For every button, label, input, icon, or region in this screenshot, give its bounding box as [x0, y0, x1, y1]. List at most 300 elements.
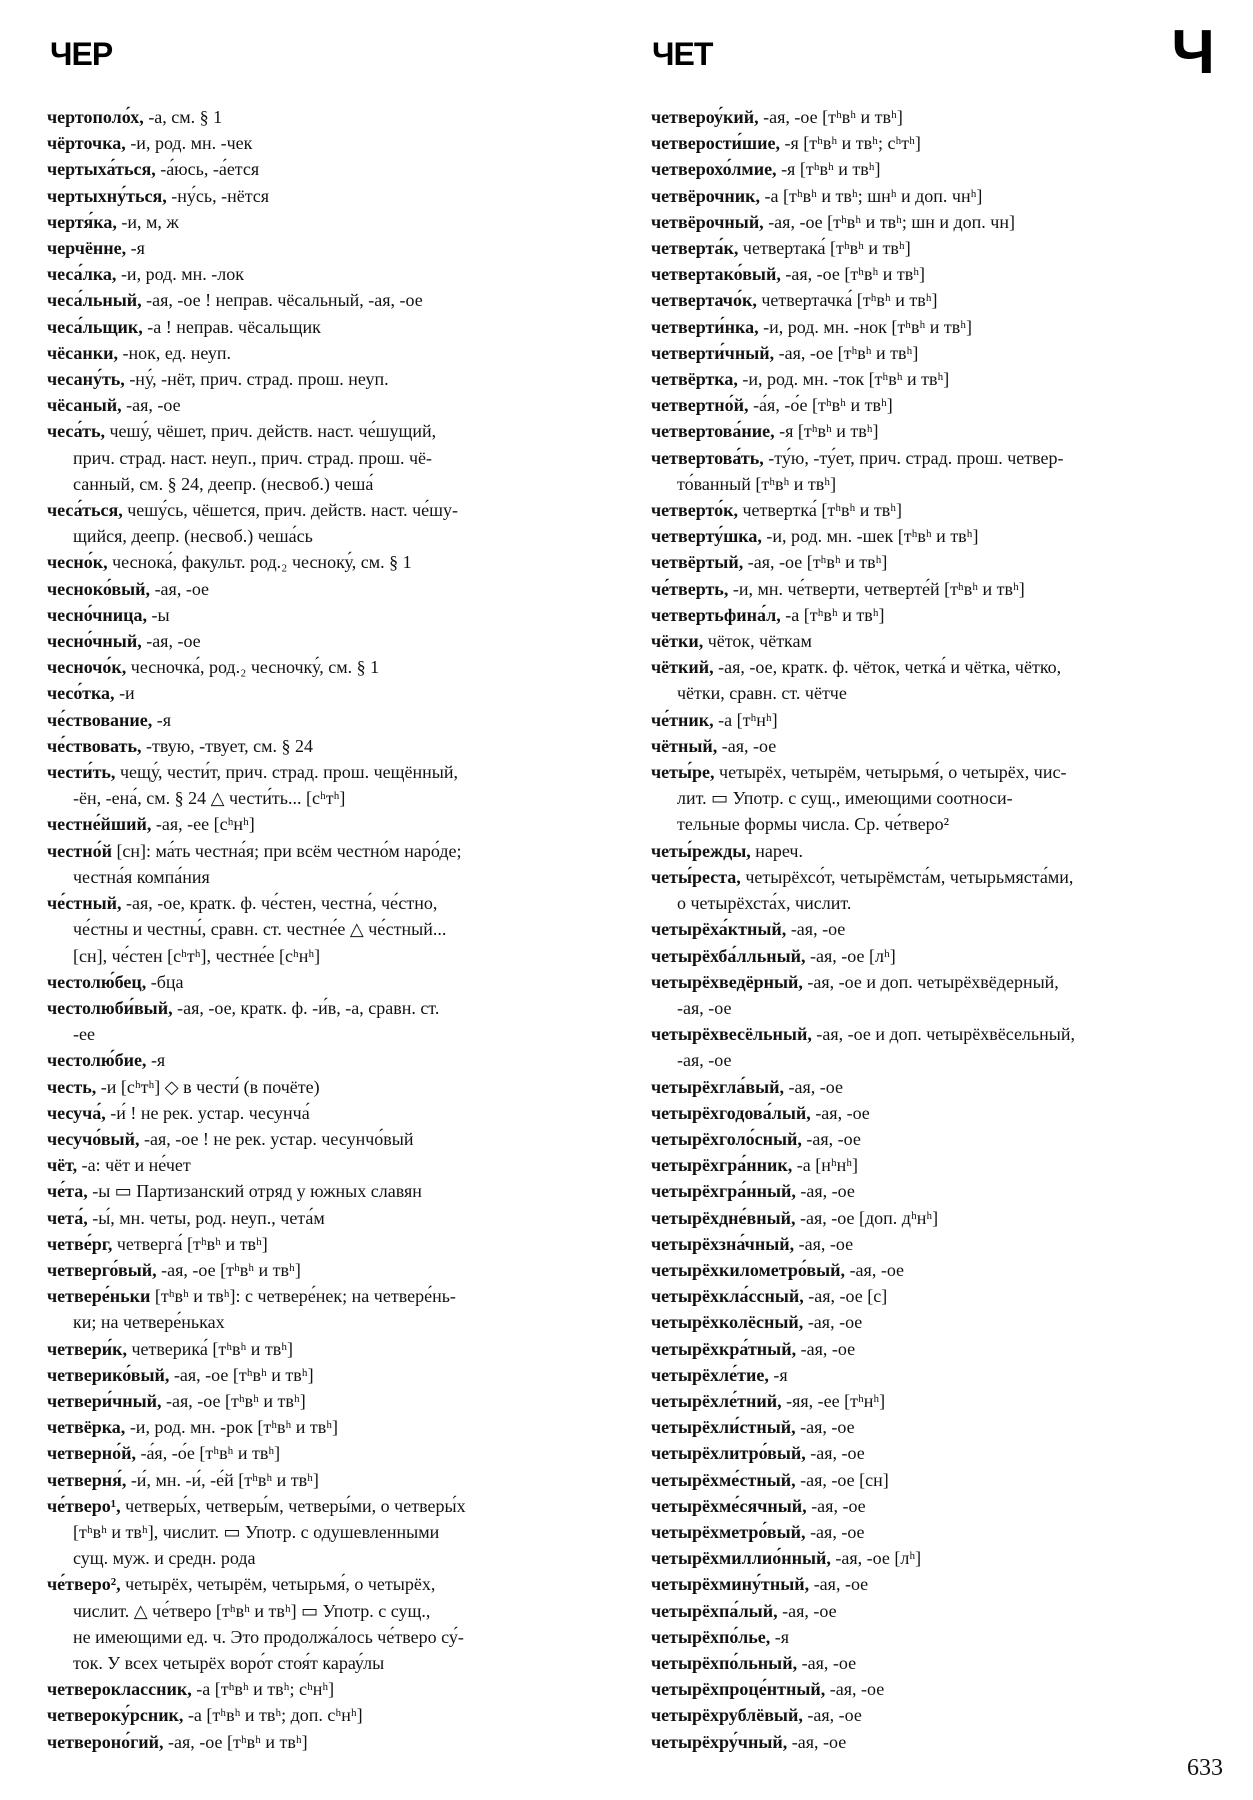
entry-text: честна́я компа́ния: [73, 866, 210, 887]
entry-headword: четвероно́гий,: [47, 1731, 164, 1752]
entry-text: не имеющими ед. ч. Это продолжа́лось че́тверо су́-: [73, 1626, 464, 1647]
dictionary-entry: [47, 1388, 607, 1414]
entry-text: чещу́, чести́т, прич. страд. прош. чещённый,: [115, 762, 458, 783]
entry-headword: честолю́бие,: [47, 1050, 147, 1071]
entry-text: -я [тʰвʰ и твʰ]: [776, 159, 881, 180]
entry-headword: четверико́вый,: [47, 1364, 170, 1385]
dictionary-entry: [47, 916, 607, 942]
dictionary-entry: [47, 1729, 607, 1755]
right-column: [651, 104, 1211, 1755]
dictionary-entry: [47, 235, 607, 261]
dictionary-entry: [47, 287, 607, 313]
entry-headword: четырёхметро́вый,: [651, 1521, 806, 1542]
entry-text: че́стны и честны́, сравн. ст. честне́е △ че́стный...: [73, 919, 447, 940]
entry-headword: четверту́шка,: [651, 526, 762, 547]
entry-text: числит. △ че́тверо [тʰвʰ и твʰ] ▭ Употр. с сущ.,: [73, 1600, 431, 1621]
entry-headword: чертыха́ться,: [47, 159, 156, 180]
entry-text: -я: [770, 1626, 790, 1647]
entry-text: -а [тʰвʰ и твʰ]: [780, 604, 885, 625]
dictionary-entry: [651, 785, 1211, 811]
dictionary-entry: [47, 1545, 607, 1571]
entry-headword: четырёхпо́льный,: [651, 1652, 798, 1673]
dictionary-entry: [47, 1021, 607, 1047]
entry-text: -и, род. мн. -чек: [125, 133, 253, 154]
entry-headword: чёсанки,: [47, 342, 118, 363]
entry-headword: четырёхгра́нный,: [651, 1181, 796, 1202]
entry-headword: четырёхгодова́лый,: [651, 1102, 811, 1123]
entry-text: -ая, -ое [доп. дʰнʰ]: [795, 1207, 939, 1228]
dictionary-entry: [47, 733, 607, 759]
dictionary-entry: [47, 1152, 607, 1178]
entry-text: -а: чёт и не́чет: [77, 1155, 191, 1176]
dictionary-entry: [47, 418, 607, 444]
entry-text: -ая, -ое: [794, 1233, 854, 1254]
entry-text: -ая, -ое: [784, 1076, 844, 1097]
entry-headword: чеса́льный,: [47, 290, 142, 311]
entry-text: -ая, -ое [тʰвʰ и твʰ]: [156, 1259, 301, 1280]
entry-text: ки; на четвере́ньках: [73, 1312, 225, 1333]
entry-text: -и: [114, 683, 135, 704]
entry-text: -ая, -ое и доп. четырёхвёдерный,: [802, 971, 1059, 992]
entry-headword: четырёхпа́лый,: [651, 1600, 778, 1621]
entry-headword: четвероклассник,: [47, 1679, 192, 1700]
dictionary-entry: [47, 1178, 607, 1204]
dictionary-entry: [47, 392, 607, 418]
entry-headword: че́тверть,: [651, 578, 729, 599]
dictionary-entry: [651, 366, 1211, 392]
entry-headword: чесучо́вый,: [47, 1128, 140, 1149]
dictionary-entry: [651, 1414, 1211, 1440]
dictionary-entry: [47, 890, 607, 916]
entry-text: четверы́х, четверы́м, четверы́ми, о четверы́х: [120, 1495, 466, 1516]
entry-text: -ну́сь, -нётся: [166, 185, 270, 206]
dictionary-entry: [47, 1414, 607, 1440]
dictionary-entry: [47, 1676, 607, 1702]
entry-text: о четырёхста́х, числит.: [677, 893, 852, 914]
entry-text: -и, род. мн. -нок [тʰвʰ и твʰ]: [758, 316, 973, 337]
dictionary-entry: [651, 811, 1211, 837]
dictionary-entry: [651, 1650, 1211, 1676]
entry-text: -и [сʰтʰ] ◇ в чести́ (в почёте): [96, 1076, 320, 1097]
dictionary-entry: [651, 1729, 1211, 1755]
dictionary-entry: [47, 104, 607, 130]
entry-headword: четырёхпо́лье,: [651, 1626, 771, 1647]
entry-headword: четырёхру́чный,: [651, 1731, 788, 1752]
entry-text: [сн], че́стен [сʰтʰ], честне́е [сʰнʰ]: [73, 945, 321, 966]
entry-headword: четырёхба́лльный,: [651, 945, 806, 966]
entry-headword: чеса́ться,: [47, 500, 123, 521]
entry-headword: четырёхли́стный,: [651, 1417, 796, 1438]
entry-text: -ая, -ое [тʰвʰ и твʰ]: [743, 552, 888, 573]
entry-text: четверга́ [тʰвʰ и твʰ]: [112, 1233, 268, 1254]
entry-headword: четвертова́ть,: [651, 447, 764, 468]
entry-text: четырёхсо́т, четырёмста́м, четырьмяста́ми,: [740, 866, 1074, 887]
entry-headword: чёрточка,: [47, 133, 126, 154]
entry-text: -ая, -ое [тʰвʰ и твʰ]: [780, 264, 926, 285]
dictionary-entry: [47, 1624, 607, 1650]
entry-text: четверика́ [тʰвʰ и твʰ]: [126, 1338, 294, 1359]
entry-headword: четвертьфина́л,: [651, 604, 781, 625]
entry-headword: четырёха́ктный,: [651, 919, 787, 940]
entry-text: -ая, -ое: [805, 1443, 865, 1464]
entry-headword: честолю́бец,: [47, 971, 147, 992]
entry-headword: четвёрка,: [47, 1417, 126, 1438]
entry-text: [тʰвʰ и твʰ]: с четвере́нек; на четвере́нь-: [150, 1286, 456, 1307]
dictionary-entry: [651, 680, 1211, 706]
dictionary-entry: [47, 314, 607, 340]
entry-text: -ая, -ое, кратк. ф. -и́в, -а, сравн. ст.: [172, 997, 440, 1018]
entry-text: четырёх, четырём, четырьмя́, о четырёх, чис-: [714, 762, 1067, 783]
entry-text: -я: [146, 1050, 166, 1071]
entry-headword: честно́й: [47, 840, 112, 861]
dictionary-entry: [651, 1676, 1211, 1702]
entry-text: -ая, -ое: [677, 1050, 732, 1071]
entry-headword: четвере́ньки: [47, 1286, 151, 1307]
entry-text: -ая, -ее [сʰнʰ]: [151, 814, 255, 835]
dictionary-entry: [651, 104, 1211, 130]
dictionary-entry: [651, 418, 1211, 444]
entry-headword: четверти́чный,: [651, 342, 775, 363]
entry-text: -ая, -ое: [796, 1338, 856, 1359]
entry-headword: чеса́ть,: [47, 421, 105, 442]
entry-text: -я [тʰвʰ и твʰ; сʰтʰ]: [779, 133, 921, 154]
dictionary-entry: [47, 1100, 607, 1126]
entry-text: -ая, -ое, кратк. ф. чёток, четка́ и чётка, чётко,: [713, 657, 1062, 678]
entry-headword: четырёхведёрный,: [651, 971, 803, 992]
dictionary-entry: [651, 733, 1211, 759]
entry-text: -ту́ю, -ту́ет, прич. страд. прош. четвер-: [763, 447, 1064, 468]
dictionary-entry: [651, 1100, 1211, 1126]
entry-headword: четверти́нка,: [651, 316, 759, 337]
entry-headword: чёсаный,: [47, 395, 122, 416]
dictionary-entry: [651, 890, 1211, 916]
dictionary-entry: [47, 1047, 607, 1073]
dictionary-entry: [47, 209, 607, 235]
dictionary-entry: [651, 156, 1211, 182]
entry-headword: четверго́вый,: [47, 1259, 157, 1280]
dictionary-entry: [47, 969, 607, 995]
entry-text: чёток, чёткам: [703, 631, 812, 652]
dictionary-entry: [47, 1493, 607, 1519]
entry-headword: четырёхголо́сный,: [651, 1128, 802, 1149]
entry-headword: чётки,: [651, 631, 704, 652]
entry-text: -и, мн. че́тверти, четверте́й [тʰвʰ и твʰ]: [728, 578, 1025, 599]
entry-headword: четырёхлитро́вый,: [651, 1443, 806, 1464]
dictionary-entry: [651, 471, 1211, 497]
dictionary-entry: [651, 497, 1211, 523]
dictionary-entry: [651, 287, 1211, 313]
dictionary-entry: [651, 995, 1211, 1021]
entry-headword: чесно́к,: [47, 552, 108, 573]
entry-text: -ён, -ена́, см. § 24 △ чести́ть... [сʰтʰ]: [73, 788, 346, 809]
dictionary-entry: [651, 392, 1211, 418]
entry-headword: честь,: [47, 1076, 97, 1097]
dictionary-entry: [47, 707, 607, 733]
entry-text: [тʰвʰ и твʰ], числит. ▭ Употр. с одушевленными: [73, 1521, 440, 1542]
dictionary-entry: [47, 1336, 607, 1362]
dictionary-entry: [47, 366, 607, 392]
dictionary-entry: [651, 1493, 1211, 1519]
dictionary-entry: [47, 1205, 607, 1231]
entry-text: -ая, -ое: [810, 1102, 870, 1123]
dictionary-entry: [651, 838, 1211, 864]
entry-headword: четвёртый,: [651, 552, 744, 573]
dictionary-entry: [47, 130, 607, 156]
entry-text: -ая, -ое: [801, 1128, 861, 1149]
entry-headword: че́ствование,: [47, 709, 153, 730]
entry-text: -а [нʰнʰ]: [792, 1155, 859, 1176]
entry-text: четвертачка́ [тʰвʰ и твʰ]: [756, 290, 938, 311]
entry-headword: четвертова́ние,: [651, 421, 775, 442]
dictionary-entry: [651, 969, 1211, 995]
dictionary-entry: [47, 497, 607, 523]
entry-text: ток. У всех четырёх воро́т стоя́т карау́лы: [73, 1652, 385, 1673]
entry-text: -ая, -ое: [806, 1495, 866, 1516]
dictionary-entry: [47, 445, 607, 471]
entry-text: -и, род. мн. -ток [тʰвʰ и твʰ]: [737, 369, 950, 390]
entry-text: -ая, -ое [тʰвʰ и твʰ]: [161, 1390, 306, 1411]
entry-headword: че́стный,: [47, 893, 122, 914]
dictionary-entry: [47, 1309, 607, 1335]
entry-text: -и́, мн. -и́, -е́й [тʰвʰ и твʰ]: [126, 1469, 319, 1490]
entry-text: -я: [768, 1364, 788, 1385]
entry-text: -ы́, мн. четы, род. неуп., чета́м: [87, 1207, 325, 1228]
entry-text: -ая, -ое: [787, 1731, 847, 1752]
entry-text: -ая, -ое: [802, 1705, 862, 1726]
entry-text: -яя, -ее [тʰнʰ]: [781, 1390, 886, 1411]
entry-headword: четырёхме́стный,: [651, 1469, 796, 1490]
entry-text: [сн]: ма́ть честна́я; при всём честно́м наро́де;: [111, 840, 462, 861]
running-head-right: ЧЕТ: [652, 36, 713, 72]
entry-text: -ая, -ое [тʰвʰ и твʰ]: [758, 107, 903, 127]
entry-headword: четверня́,: [47, 1469, 127, 1490]
dictionary-entry: [651, 1205, 1211, 1231]
entry-headword: чесно́чный,: [47, 631, 142, 652]
entry-text: -а [тʰвʰ и твʰ; шнʰ и доп. чнʰ]: [760, 185, 983, 206]
dictionary-entry: [651, 209, 1211, 235]
dictionary-entry: [47, 811, 607, 837]
entry-headword: чертя́ка,: [47, 211, 117, 232]
dictionary-entry: [651, 261, 1211, 287]
entry-headword: че́ствовать,: [47, 735, 142, 756]
entry-text: -и, род. мн. -рок [тʰвʰ и твʰ]: [125, 1417, 339, 1438]
entry-headword: честне́йший,: [47, 814, 152, 835]
entry-text: -я: [152, 709, 172, 730]
entry-text: -ая, -ое: [150, 578, 210, 599]
entry-text: санный, см. § 24, деепр. (несвоб.) чеша́: [73, 473, 374, 494]
entry-headword: четвертачо́к,: [651, 290, 757, 311]
entry-text: -и, род. мн. -лок: [116, 264, 244, 285]
entry-headword: четвероу́кий,: [651, 107, 759, 127]
entry-text: -ая, -ое: [677, 997, 732, 1018]
entry-headword: четырёхколёсный,: [651, 1312, 804, 1333]
entry-headword: четырёхмину́тный,: [651, 1574, 810, 1595]
dictionary-entry: [651, 916, 1211, 942]
entry-text: -ну́, -нёт, прич. страд. прош. неуп.: [124, 369, 389, 390]
entry-headword: чести́ть,: [47, 762, 116, 783]
dictionary-entry: [651, 1362, 1211, 1388]
entry-headword: четвёрочный,: [651, 211, 764, 232]
entry-text: -ая, -ое: [845, 1259, 905, 1280]
entry-text: -ая, -ое [тʰвʰ и твʰ]: [163, 1731, 308, 1752]
entry-text: -а ! неправ. чёсальщик: [142, 316, 321, 337]
entry-headword: четырёхкла́ссный,: [651, 1286, 804, 1307]
entry-text: лит. ▭ Употр. с сущ., имеющими соотноси-: [677, 788, 1013, 809]
dictionary-entry: [47, 838, 607, 864]
dictionary-entry: [651, 1519, 1211, 1545]
dictionary-entry: [651, 1571, 1211, 1597]
dictionary-entry: [47, 680, 607, 706]
entry-text: -ы ▭ Партизанский отряд у южных славян: [87, 1181, 422, 1202]
dictionary-entry: [651, 445, 1211, 471]
entry-headword: четырёхкра́тный,: [651, 1338, 797, 1359]
entry-text: прич. страд. наст. неуп., прич. страд. прош. чё-: [73, 447, 433, 468]
entry-text: тельные формы числа. Ср. че́тверо²: [677, 814, 949, 835]
entry-headword: че́тник,: [651, 709, 714, 730]
dictionary-entry: [651, 235, 1211, 261]
entry-headword: четверто́к,: [651, 500, 738, 521]
dictionary-entry: [47, 1126, 607, 1152]
entry-headword: четырёхпроце́нтный,: [651, 1679, 826, 1700]
dictionary-entry: [47, 156, 607, 182]
dictionary-entry: [47, 628, 607, 654]
entry-text: -ая, -ое: [803, 1312, 863, 1333]
entry-text: -твую, -твует, см. § 24: [141, 735, 314, 756]
dictionary-entry: [47, 471, 607, 497]
entry-headword: четвёртка,: [651, 369, 738, 390]
dictionary-entry: [651, 1178, 1211, 1204]
entry-text: -ая, -ое [сн]: [795, 1469, 889, 1490]
entry-headword: четверохо́лмие,: [651, 159, 777, 180]
dictionary-entry: [47, 654, 607, 680]
entry-headword: чёткий,: [651, 657, 714, 678]
entry-text: чешу́, чёшет, прич. действ. наст. че́шущий,: [104, 421, 437, 442]
dictionary-entry: [47, 1571, 607, 1597]
dictionary-entry: [651, 1152, 1211, 1178]
entry-headword: четверости́шие,: [651, 133, 780, 154]
dictionary-entry: [651, 628, 1211, 654]
dictionary-entry: [651, 1074, 1211, 1100]
dictionary-entry: [47, 1467, 607, 1493]
dictionary-entry: [47, 995, 607, 1021]
entry-headword: чертополо́х,: [47, 107, 144, 127]
dictionary-entry: [651, 1283, 1211, 1309]
entry-headword: че́та,: [47, 1181, 88, 1202]
entry-headword: четы́ре,: [651, 762, 715, 783]
dictionary-entry: [651, 549, 1211, 575]
dictionary-entry: [47, 523, 607, 549]
entry-text: -я [тʰвʰ и твʰ]: [774, 421, 879, 442]
entry-text: -ая, -ое: [825, 1679, 885, 1700]
entry-text: -а́юсь, -а́ется: [155, 159, 260, 180]
dictionary-entry: [651, 864, 1211, 890]
dictionary-entry: [47, 1702, 607, 1728]
section-letter: Ч: [1171, 18, 1215, 87]
entry-headword: четырёхмиллио́нный,: [651, 1548, 831, 1569]
entry-text: четырёх, четырём, четырьмя́, о четырёх,: [120, 1574, 436, 1595]
entry-text: -и, м, ж: [116, 211, 179, 232]
entry-text: -ая, -ое [лʰ]: [830, 1548, 922, 1569]
dictionary-entry: [47, 1362, 607, 1388]
dictionary-entry: [651, 523, 1211, 549]
dictionary-entry: [651, 1309, 1211, 1335]
entry-headword: четырёхрублёвый,: [651, 1705, 803, 1726]
entry-text: -ая, -ое ! неправ. чёсальный, -ая, -ое: [141, 290, 423, 311]
entry-text: -а [тʰвʰ и твʰ; сʰнʰ]: [191, 1679, 335, 1700]
entry-headword: четырёхдне́вный,: [651, 1207, 796, 1228]
dictionary-entry: [651, 1440, 1211, 1466]
entry-text: чешу́сь, чёшется, прич. действ. наст. че́шу-: [122, 500, 459, 521]
entry-text: -ая, -ое и доп. четырёхвёсельный,: [811, 1024, 1075, 1045]
entry-headword: четвери́чный,: [47, 1390, 162, 1411]
entry-text: -и, род. мн. -шек [тʰвʰ и твʰ]: [761, 526, 979, 547]
entry-text: -ая, -ое: [809, 1574, 869, 1595]
entry-headword: честолюби́вый,: [47, 997, 173, 1018]
dictionary-entry: [651, 1047, 1211, 1073]
entry-text: -ая, -ое [с]: [803, 1286, 888, 1307]
entry-text: чётки, сравн. ст. чётче: [677, 683, 847, 704]
dictionary-entry: [651, 1702, 1211, 1728]
entry-headword: четвёрочник,: [651, 185, 761, 206]
entry-text: -ая, -ое: [717, 735, 777, 756]
entry-text: -а, см. § 1: [143, 107, 223, 127]
dictionary-entry: [651, 576, 1211, 602]
dictionary-entry: [47, 549, 607, 575]
entry-headword: чесночо́к,: [47, 657, 127, 678]
entry-headword: четвертно́й,: [651, 395, 749, 416]
dictionary-entry: [651, 602, 1211, 628]
entry-text: -ая, -ое: [777, 1600, 837, 1621]
left-column: [47, 104, 607, 1755]
entry-headword: четырёхме́сячный,: [651, 1495, 807, 1516]
dictionary-entry: [47, 1231, 607, 1257]
dictionary-entry: [651, 1624, 1211, 1650]
entry-headword: четырёхкилометро́вый,: [651, 1259, 846, 1280]
dictionary-entry: [651, 1545, 1211, 1571]
entry-headword: четверно́й,: [47, 1443, 136, 1464]
entry-text: -ая, -ое [тʰвʰ и твʰ; шн и доп. чн]: [763, 211, 1015, 232]
dictionary-entry: [47, 1074, 607, 1100]
dictionary-entry: [47, 1257, 607, 1283]
entry-text: -бца: [146, 971, 184, 992]
dictionary-entry: [651, 654, 1211, 680]
entry-text: -ее: [73, 1024, 95, 1045]
entry-text: -а́я, -о́е [тʰвʰ и твʰ]: [135, 1443, 281, 1464]
entry-text: -а́я, -о́е [тʰвʰ и твʰ]: [748, 395, 893, 416]
entry-headword: чеса́лка,: [47, 264, 117, 285]
entry-headword: че́тверо¹,: [47, 1495, 121, 1516]
entry-headword: чесуча́,: [47, 1102, 106, 1123]
dictionary-entry: [651, 1598, 1211, 1624]
dictionary-entry: [651, 314, 1211, 340]
dictionary-entry: [47, 183, 607, 209]
dictionary-entry: [651, 1336, 1211, 1362]
entry-headword: чета́,: [47, 1207, 88, 1228]
entry-headword: четвери́к,: [47, 1338, 127, 1359]
entry-text: -ы: [147, 604, 170, 625]
dictionary-entry: [47, 759, 607, 785]
entry-headword: чесноко́вый,: [47, 578, 151, 599]
dictionary-entry: [47, 1650, 607, 1676]
dictionary-entry: [651, 1126, 1211, 1152]
entry-text: -ая, -ое: [805, 1521, 865, 1542]
dictionary-entry: [651, 1257, 1211, 1283]
entry-text: -ая, -ое: [795, 1417, 855, 1438]
entry-text: -ая, -ое [тʰвʰ и твʰ]: [774, 342, 919, 363]
entry-text: -а [тʰвʰ и твʰ; доп. сʰнʰ]: [183, 1705, 363, 1726]
entry-text: -а [тʰнʰ]: [713, 709, 778, 730]
entry-headword: чеса́льщик,: [47, 316, 143, 337]
